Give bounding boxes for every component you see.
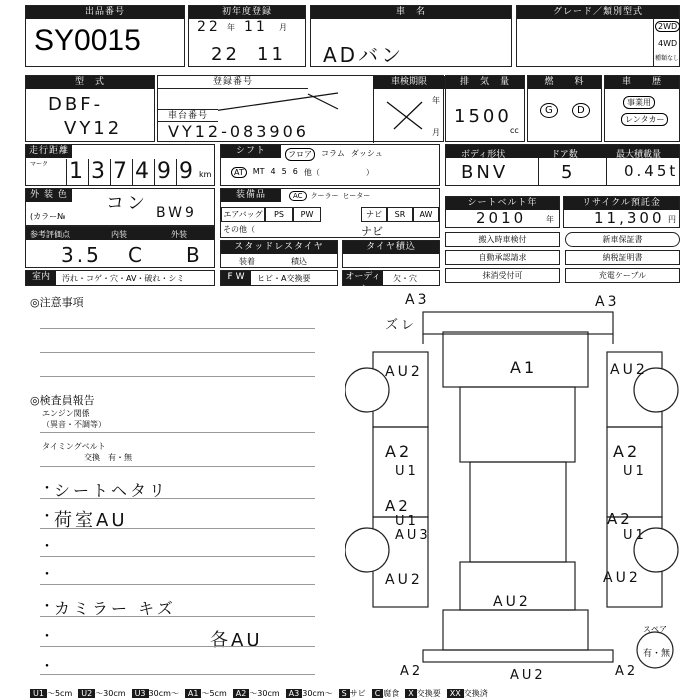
- fuel-g: G: [540, 103, 558, 118]
- displacement-unit: cc: [510, 126, 519, 135]
- seatbelt-box: [445, 196, 560, 228]
- doc-warranty: 新車保証書: [565, 232, 680, 247]
- documents-grid: [445, 232, 680, 286]
- lot-number-box: [25, 5, 185, 67]
- doc-cancel: 抹消受付可: [445, 268, 560, 283]
- shift-other: 他（: [303, 168, 320, 177]
- damage-mark: AU2: [385, 572, 423, 588]
- shift-column: コラム: [321, 149, 345, 158]
- exterior-grade-value: B: [186, 243, 203, 267]
- equipment-box: [220, 188, 440, 238]
- evaluation-label: 参考評価点: [30, 230, 70, 239]
- equipment-sr: SR: [387, 207, 413, 222]
- equipment-navi: ナビ: [361, 207, 387, 222]
- legend-item: U1 ～5cm: [30, 688, 72, 700]
- capacity-value: 0.45t: [624, 162, 679, 180]
- damage-mark: AU2: [610, 362, 648, 378]
- damage-mark: U1: [395, 464, 419, 479]
- chassis-value: VY12-083906: [168, 122, 309, 141]
- shift-5: 5: [281, 167, 287, 176]
- first-reg-month2-handwritten: 11: [257, 44, 286, 65]
- damage-mark: A1: [510, 358, 538, 377]
- bullet: ・: [40, 629, 54, 645]
- shift-6: 6: [292, 167, 298, 176]
- note-1: シートヘタリ: [54, 481, 169, 500]
- shift-4: 4: [270, 167, 276, 176]
- damage-mark: A2: [615, 664, 639, 679]
- evaluation-value: 3.5: [61, 243, 102, 267]
- shift-label: シフト: [221, 145, 281, 158]
- history-commercial: 事業用: [623, 96, 655, 109]
- seatbelt-value: 2010: [476, 209, 527, 227]
- damage-mark: AU2: [493, 594, 531, 610]
- damage-mark: AU2: [385, 364, 423, 380]
- fw-box: [220, 270, 338, 286]
- equipment-row2: [221, 207, 439, 222]
- fw-options: ヒビ・A交換要: [257, 274, 311, 283]
- damage-mark: ズレ: [385, 318, 418, 333]
- displacement-box: [445, 75, 525, 142]
- first-reg-year-handwritten: 22: [197, 19, 221, 35]
- caution-title: ◎注意事項: [30, 296, 84, 309]
- inspection-cell: [373, 89, 445, 143]
- tire-load-box: [342, 240, 440, 268]
- equipment-other-label: その他（: [223, 225, 255, 234]
- registration-box: [157, 75, 444, 142]
- seatbelt-suffix: 年: [546, 215, 554, 224]
- mileage-digit: 7: [110, 159, 132, 186]
- doc-tax: 納税証明書: [565, 250, 680, 265]
- registration-strike: [208, 89, 348, 114]
- recycle-label: リサイクル預託金: [564, 197, 679, 210]
- chassis-label: 車台番号: [158, 109, 218, 122]
- body-label: ボディ形状: [461, 150, 506, 160]
- exterior-grade-label: 外装: [171, 230, 187, 239]
- shift-other-close: ）: [365, 168, 374, 177]
- shift-at: AT: [231, 167, 247, 178]
- doors-label: ドア数: [551, 150, 578, 160]
- fuel-d: D: [572, 103, 590, 118]
- lot-number-label: 出品番号: [26, 6, 184, 19]
- damage-mark: A2: [385, 442, 413, 461]
- damage-mark: A2: [613, 442, 641, 461]
- seatbelt-label: シートベルト年: [446, 197, 559, 210]
- belt-label: タイミングベルト: [42, 442, 106, 451]
- recycle-value: 11,300: [594, 209, 665, 227]
- equipment-label: 装備品: [221, 189, 281, 202]
- body-divider-2: [606, 158, 607, 186]
- mileage-digit: 4: [132, 159, 154, 186]
- bullet: ・: [40, 509, 54, 525]
- note-line: [40, 432, 315, 433]
- inspection-month-suffix: 月: [432, 128, 440, 137]
- audio-options: 欠・穴: [393, 274, 417, 283]
- note-line: [40, 352, 315, 353]
- equipment-heater: ヒーター: [342, 192, 371, 200]
- interior-cond-options: 汚れ・コゲ・穴・AV・破れ・シミ: [62, 274, 185, 283]
- first-reg-year-suffix: 年: [227, 23, 235, 32]
- damage-mark: A2: [400, 664, 424, 679]
- legend-item: U3 30cm～: [132, 688, 179, 700]
- model-box: [25, 75, 155, 142]
- car-name-box: [310, 5, 512, 67]
- mileage-digit: 9: [176, 159, 198, 186]
- drive-type-column: [653, 19, 679, 67]
- note-5: カミラー キズ: [54, 599, 176, 618]
- damage-mark: A2: [385, 497, 411, 515]
- note-line: [40, 328, 315, 329]
- shift-dash: ダッシュ: [350, 149, 383, 158]
- interior-cond-label: 室内: [26, 271, 56, 285]
- damage-mark: AU2: [510, 668, 546, 683]
- inspector-title: ◎検査員報告: [30, 394, 95, 407]
- inspection-strike: [382, 97, 432, 133]
- note-line: [40, 528, 315, 529]
- legend-item: U2 ～30cm: [78, 688, 125, 700]
- equipment-cooler: クーラー: [310, 192, 339, 200]
- history-box: [604, 75, 680, 142]
- legend-item: A2 ～30cm: [233, 688, 280, 700]
- first-reg-month-handwritten: 11: [244, 19, 268, 35]
- damage-mark: AU3: [395, 528, 431, 543]
- exterior-color-label: 外 装 色: [26, 189, 72, 202]
- studless-box: [220, 240, 338, 268]
- studless-label: スタッドレスタイヤ: [221, 241, 337, 254]
- car-name-label: 車 名: [311, 6, 511, 19]
- note-line: [40, 466, 315, 467]
- spare-value: 有・無: [643, 649, 671, 659]
- damage-mark: A2: [607, 510, 633, 528]
- recycle-box: [563, 196, 680, 228]
- mileage-digit: 3: [88, 159, 110, 186]
- equipment-ps: PS: [265, 207, 293, 222]
- first-reg-year2-handwritten: 22: [211, 44, 240, 65]
- displacement-label: 排 気 量: [446, 76, 524, 89]
- note-line: [40, 616, 315, 617]
- engine-label: エンジン関係: [42, 409, 90, 418]
- engine-sub: （異音・不調等）: [42, 420, 106, 429]
- belt-value: 交換 有・無: [84, 453, 132, 462]
- model-value-2: VY12: [64, 118, 123, 139]
- evaluation-box: [25, 226, 215, 268]
- displacement-value: 1500: [454, 106, 512, 127]
- capacity-label: 最大積載量: [616, 150, 662, 160]
- doc-auto-approval: 自動承認請求: [445, 250, 560, 265]
- mileage-mark: マーク: [30, 161, 49, 168]
- note-line: [40, 376, 315, 377]
- audio-box: [342, 270, 440, 295]
- bullet: ・: [40, 567, 54, 583]
- interior-grade-value: C: [128, 243, 145, 267]
- damage-mark: A3: [405, 292, 430, 308]
- drive-2wd: 2WD: [655, 21, 680, 32]
- spare-label: スペア: [643, 625, 667, 634]
- legend-item: S サビ: [339, 688, 366, 700]
- shift-floor: フロア: [285, 148, 315, 161]
- legend-item: X 交換要: [405, 688, 440, 700]
- shift-options-row1: [285, 148, 383, 161]
- body-divider-1: [538, 158, 539, 186]
- handwritten-notes: [40, 478, 320, 678]
- lot-number-value: SY0015: [34, 24, 141, 57]
- legend-item: A1 ～5cm: [185, 688, 227, 700]
- color-code-label: (カラー№: [30, 212, 66, 221]
- grade-label: グレード／類別型式: [517, 6, 679, 19]
- fuel-label: 燃 料: [528, 76, 601, 89]
- doc-inspection: 搬入時車検付: [445, 232, 560, 247]
- body-box: [445, 144, 680, 186]
- bullet: ・: [40, 539, 54, 555]
- equipment-gap: [321, 207, 361, 222]
- note-line: [40, 646, 315, 647]
- damage-mark: AU2: [603, 570, 641, 586]
- exterior-color-box: [25, 188, 215, 226]
- legend-item: C 腐食: [372, 688, 400, 700]
- equipment-other-value: ナビ: [361, 225, 383, 238]
- tire-load-label: タイヤ積込: [343, 241, 439, 254]
- doors-value: 5: [561, 162, 576, 183]
- model-label: 型 式: [26, 76, 154, 89]
- bullet: ・: [40, 481, 54, 497]
- interior-grade-label: 内装: [111, 230, 127, 239]
- damage-mark: U1: [623, 464, 647, 479]
- diagram-marks: [345, 292, 690, 684]
- shift-mt: MT: [252, 167, 265, 176]
- damage-mark: U1: [395, 514, 419, 529]
- shift-options-row2: [231, 167, 374, 178]
- legend-item: A3 30cm～: [286, 688, 333, 700]
- note-2: 荷室AU: [54, 510, 128, 531]
- equipment-pw: PW: [293, 207, 321, 222]
- history-rental: レンタカー: [621, 113, 668, 126]
- inspection-header: 車検期限: [373, 76, 445, 89]
- note-line: [40, 584, 315, 585]
- equipment-airbag: エアバッグ: [221, 207, 265, 222]
- mileage-digit: 9: [154, 159, 176, 186]
- damage-legend: [30, 688, 680, 700]
- studless-mount: 装着: [239, 257, 255, 266]
- note-line: [40, 674, 315, 675]
- mileage-label: 走行距離: [26, 145, 72, 158]
- history-label: 車 歴: [605, 76, 679, 89]
- grade-box: [516, 5, 680, 67]
- drive-4wd: 4WD: [658, 39, 678, 48]
- damage-mark: U1: [623, 528, 647, 543]
- equipment-aw: AW: [413, 207, 439, 222]
- legend-item: XX 交換済: [447, 688, 488, 700]
- exterior-color-value: コン: [106, 193, 148, 214]
- recycle-suffix: 円: [668, 215, 676, 224]
- damage-mark: A3: [595, 294, 620, 310]
- doc-cable: 充電ケーブル: [565, 268, 680, 283]
- color-code-value: BW9: [156, 205, 197, 221]
- note-line: [40, 498, 315, 499]
- audio-label: オーディオ: [343, 271, 383, 285]
- mileage-digits: [66, 159, 198, 186]
- note-line: [40, 556, 315, 557]
- bullet: ・: [40, 599, 54, 615]
- fw-label: F W: [221, 271, 251, 285]
- mileage-unit: km: [199, 170, 212, 179]
- fuel-box: [527, 75, 602, 142]
- inspection-year-suffix: 年: [432, 96, 440, 105]
- studless-load: 積込: [291, 257, 307, 266]
- model-value-1: DBF-: [48, 94, 104, 115]
- drive-none: 種類なし: [655, 55, 680, 62]
- car-name-value: ADバン: [323, 43, 405, 67]
- interior-cond-box: [25, 270, 215, 286]
- first-registration-label: 初年度登録: [189, 6, 305, 19]
- shift-box: [220, 144, 440, 186]
- mileage-digit: 1: [66, 159, 88, 186]
- bullet: ・: [40, 659, 54, 675]
- body-value: BNV: [461, 162, 509, 183]
- first-reg-month-suffix: 月: [279, 23, 287, 32]
- mileage-box: [25, 144, 215, 186]
- registration-label: 登録番号: [158, 76, 308, 89]
- first-registration-box: [188, 5, 306, 67]
- equipment-row1: [289, 191, 370, 201]
- equipment-ac: AC: [289, 191, 307, 201]
- signature: 各AU: [210, 630, 263, 651]
